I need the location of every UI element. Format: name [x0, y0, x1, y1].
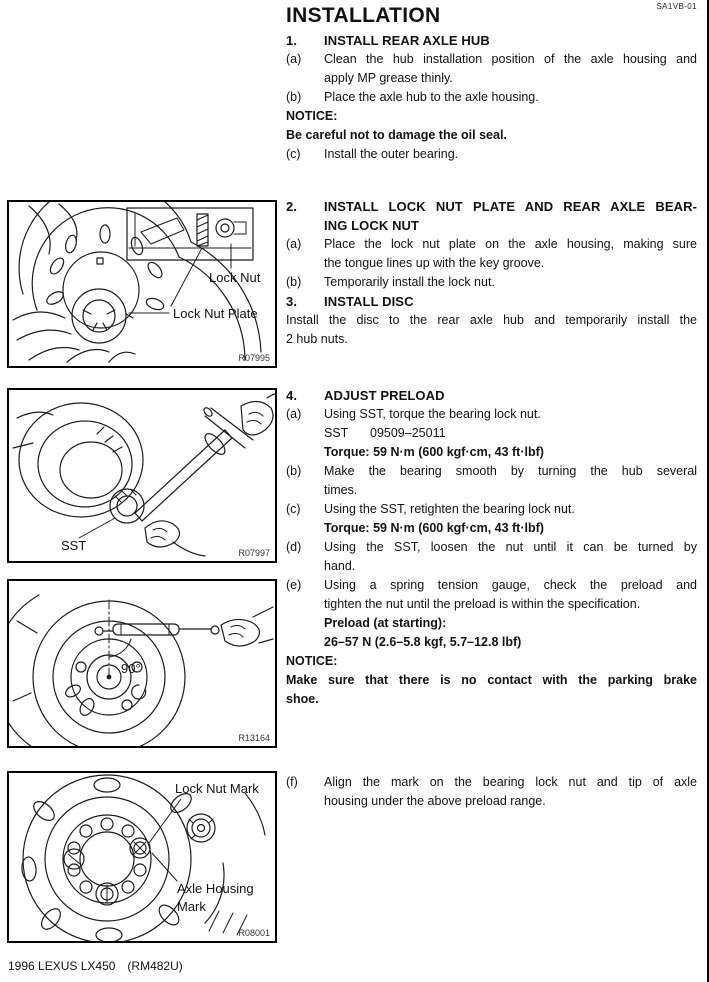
item-label: (f)	[286, 775, 298, 789]
step-number: 3.	[286, 294, 298, 309]
section-1-block	[286, 2, 697, 164]
step-heading-text: INSTALL LOCK NUT PLATE AND REAR AXLE BEAR-	[324, 199, 697, 214]
item-label: (b)	[286, 275, 302, 289]
step-4f-block	[286, 773, 697, 811]
item-text: Place the lock nut plate on the axle housing, making sure	[324, 237, 697, 251]
lock-nut-plate-illustration	[9, 202, 275, 366]
sst-label: SST	[324, 426, 349, 440]
item-text: tighten the nut until the preload is within the specification.	[324, 597, 641, 611]
step-2b	[286, 273, 697, 292]
alignment-marks-illustration	[9, 773, 275, 941]
item-label: (c)	[286, 502, 301, 516]
lock-nut-mark-label: Lock Nut Mark	[175, 781, 259, 796]
item-label: (d)	[286, 540, 302, 554]
torque-spec: Torque: 59 N·m (600 kgf·cm, 43 ft·lbf)	[324, 521, 544, 535]
lock-nut-label: Lock Nut	[209, 270, 261, 285]
page-title: INSTALLATION	[286, 4, 441, 27]
item-label: (b)	[286, 464, 302, 478]
item-label: (e)	[286, 578, 302, 592]
sst-label: SST	[61, 538, 87, 553]
notice-line: Make sure that there is no contact with the parking brake	[286, 673, 697, 687]
item-label: (a)	[286, 237, 302, 251]
step-number: 2.	[286, 199, 298, 214]
figure-code: R07995	[238, 353, 270, 363]
notice-text	[286, 671, 697, 709]
item-text: Using the SST, loosen the nut until it can be turned by	[324, 540, 697, 554]
figure-code: R08001	[238, 928, 270, 938]
notice-heading: NOTICE:	[286, 654, 338, 668]
notice-text: Be careful not to damage the oil seal.	[286, 128, 507, 142]
doc-code: SA1VB-01	[656, 2, 697, 11]
item-label: (a)	[286, 407, 302, 421]
item-text: Using a spring tension gauge, check the preload and	[324, 578, 697, 592]
step-4-heading	[286, 386, 697, 405]
step-4f	[286, 773, 697, 811]
item-text: times.	[324, 483, 358, 497]
body-text: Install the disc to the rear axle hub and temporarily install the	[286, 313, 697, 327]
item-text: Install the outer bearing.	[324, 147, 459, 161]
preload-spec-value: 26–57 N (2.6–5.8 kgf, 5.7–12.8 lbf)	[324, 635, 522, 649]
sst-part-number: 09509–25011	[370, 426, 446, 440]
step-3-heading	[286, 292, 697, 311]
item-text: Place the axle hub to the axle housing.	[324, 90, 539, 104]
item-text: the tongue lines up with the key groove.	[324, 256, 545, 270]
sst-illustration	[9, 390, 275, 561]
item-text: Using the SST, retighten the bearing lock nut.	[324, 502, 575, 516]
notice-line: shoe.	[286, 692, 319, 706]
item-label: (b)	[286, 90, 302, 104]
step-3-body	[286, 311, 697, 349]
footer-model: 1996 LEXUS LX450	[8, 959, 116, 973]
step-number: 4.	[286, 388, 298, 403]
item-text: Temporarily install the lock nut.	[324, 275, 495, 289]
step-1c	[286, 145, 697, 164]
item-text: apply MP grease thinly.	[324, 71, 453, 85]
figure-lock-nut-plate	[7, 200, 277, 368]
page-footer	[8, 959, 195, 973]
step-heading-text: INSTALL REAR AXLE HUB	[324, 33, 490, 48]
item-text: hand.	[324, 559, 356, 573]
section-4-block	[286, 386, 697, 709]
step-heading-text: ING LOCK NUT	[324, 218, 420, 233]
figure-spring-gauge	[7, 579, 277, 748]
step-1-heading	[286, 31, 697, 50]
item-text: housing under the above preload range.	[324, 794, 546, 808]
step-4c	[286, 500, 697, 538]
axle-housing-mark-label: Axle Housing	[177, 881, 254, 896]
step-4a	[286, 405, 697, 462]
item-text: Make the bearing smooth by turning the hub several	[324, 464, 697, 478]
step-4e	[286, 576, 697, 652]
step-2a	[286, 235, 697, 273]
step-2-heading	[286, 197, 697, 235]
sst-line	[324, 424, 697, 443]
item-label: (c)	[286, 147, 301, 161]
step-4d	[286, 538, 697, 576]
step-4b	[286, 462, 697, 500]
axle-housing-mark-label: Mark	[177, 899, 206, 914]
footer-manual-code: (RM482U)	[127, 959, 183, 973]
torque-spec: Torque: 59 N·m (600 kgf·cm, 43 ft·lbf)	[324, 445, 544, 459]
figure-alignment-marks	[7, 771, 277, 943]
item-text: Using SST, torque the bearing lock nut.	[324, 407, 541, 421]
step-1a	[286, 50, 697, 88]
item-text: Align the mark on the bearing lock nut and tip of axle	[324, 775, 697, 789]
step-heading-text: ADJUST PRELOAD	[324, 388, 445, 403]
step-1b	[286, 88, 697, 107]
body-text: 2 hub nuts.	[286, 332, 348, 346]
figure-code: R13164	[238, 733, 270, 743]
notice-heading: NOTICE:	[286, 109, 338, 123]
step-number: 1.	[286, 33, 298, 48]
spring-gauge-illustration	[9, 581, 275, 746]
item-text: Clean the hub installation position of the axle housing and	[324, 52, 697, 66]
preload-spec-heading: Preload (at starting):	[324, 616, 447, 630]
step-heading-text: INSTALL DISC	[324, 294, 414, 309]
figure-code: R07997	[238, 548, 270, 558]
section-2-3-block	[286, 197, 697, 349]
item-label: (a)	[286, 52, 302, 66]
angle-label: 90°	[121, 661, 141, 676]
figure-sst-torque	[7, 388, 277, 563]
lock-nut-plate-label: Lock Nut Plate	[173, 306, 258, 321]
